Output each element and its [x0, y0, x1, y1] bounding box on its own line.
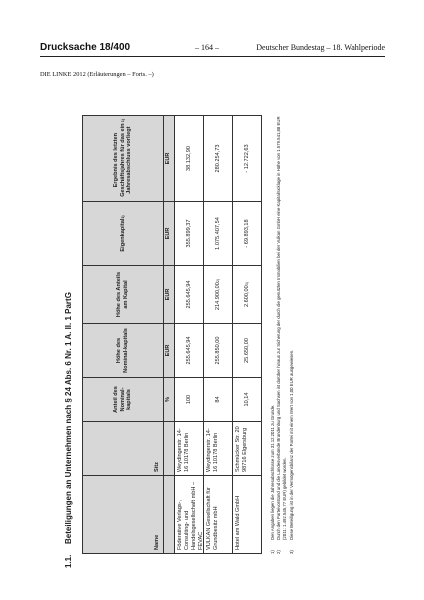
- unit-cell: EUR: [164, 201, 174, 265]
- table-row: [204, 116, 233, 553]
- cell-hoehe: 2.600,00 3): [233, 265, 261, 323]
- rotated-page-content: [62, 100, 368, 568]
- cell-sitz: Weydingerstr. 14-16 10178 Berlin: [204, 421, 232, 475]
- document-number: Drucksache 18/400: [40, 42, 131, 53]
- cell-sitz: Weydingerstr. 14-16 10178 Berlin: [175, 421, 203, 475]
- participations-table: [82, 115, 262, 554]
- section-title: Beteiligungen an Unternehmen nach § 24 Abs. 6 Nr. 1 A. II. 1 PartG: [64, 292, 73, 544]
- page-number: – 164 –: [195, 43, 219, 52]
- section-number: 1.1.: [64, 554, 73, 568]
- header-sitz: Sitz: [83, 421, 163, 475]
- cell-nominal: 255.645,94: [175, 323, 203, 377]
- table-row: [233, 116, 261, 553]
- cell-anteil: 10,14: [233, 377, 261, 421]
- cell-hoehe: 214.900,00 2): [204, 265, 232, 323]
- unit-cell: EUR: [164, 323, 174, 377]
- cell-name: VULKAN Gesellschaft für Grundbesitz mbH: [204, 475, 232, 553]
- header-anteil: Anteil des Nominal-kapitals: [83, 377, 163, 421]
- table-row: [175, 116, 204, 553]
- header-nominal: Höhe des Nominal-kapitals: [83, 323, 163, 377]
- cell-name: Hotel am Wald GmbH: [233, 475, 261, 553]
- cell-sitz: Schmücker Str. 20 98716 Elgersburg: [233, 421, 261, 475]
- cell-anteil: 100: [175, 377, 203, 421]
- unit-cell: EUR: [165, 152, 171, 165]
- cell-hoehe: 255.645,94: [175, 265, 203, 323]
- unit-cell: [164, 421, 174, 475]
- cell-eigenkapital: 355.899,37: [175, 201, 203, 265]
- subtitle: DIE LINKE 2012 (Erläuterungen – Forts. –): [40, 71, 154, 78]
- publisher: Deutscher Bundestag – 18. Wahlperiode: [256, 43, 385, 52]
- cell-eigenkapital: 1.075.407,54: [204, 201, 232, 265]
- header-rule: [40, 56, 385, 57]
- footnote: 1) Den Angaben liegen die Jahresabschlüsse zum 31.12.2011 zu Grunde.: [270, 404, 275, 554]
- section-heading: [64, 292, 73, 568]
- unit-cell: [164, 475, 174, 553]
- unit-cell: %: [164, 377, 174, 421]
- header-ergebnis: Ergebnis des letzten Geschäftsjahres für das ein Jahresabschluss vorliegt 1): [112, 119, 133, 197]
- unit-cell: EUR: [164, 265, 174, 323]
- footnote: 3) Diese Beteiligung ist in der Vermögensbilanz der Partei mit einem Wert von 1,00 EUR ausgewiesen.: [288, 349, 294, 554]
- table-unit-row: [164, 116, 175, 553]
- cell-nominal: 25.650,00: [233, 323, 261, 377]
- cell-ergebnis: 280.254,73: [214, 144, 221, 173]
- running-header: [40, 42, 385, 54]
- footnotes: [270, 114, 295, 554]
- cell-ergebnis: 38.132,90: [185, 146, 192, 171]
- header-name: Name: [83, 475, 163, 553]
- cell-name: Föderative Verlags-, Consulting- und Handelsgesellschaft mbH – FEVAC: [175, 475, 203, 553]
- footnote: 2) Durch den Parteivorstand und die Landesverbände Brandenburg und Sachsen ist darüber hinaus zur Sicherung der durch die genutzten Immobilien bei der Vulkan GmbH eine Kapitalrücklage in Höhe von 1.579.541,88 EUR (2011: 1.492.545,77 EUR) gebildet worden.: [276, 116, 288, 554]
- cell-eigenkapital: - 69.893,18: [233, 201, 261, 265]
- header-hoehe: Höhe des Anteils am Kapital: [83, 265, 163, 323]
- header-eigenkapital: Eigenkapital 1): [83, 201, 163, 265]
- cell-nominal: 255.850,00: [204, 323, 232, 377]
- cell-ergebnis: - 12.722,63: [243, 144, 250, 173]
- table-header-row: [83, 116, 164, 553]
- cell-anteil: 84: [204, 377, 232, 421]
